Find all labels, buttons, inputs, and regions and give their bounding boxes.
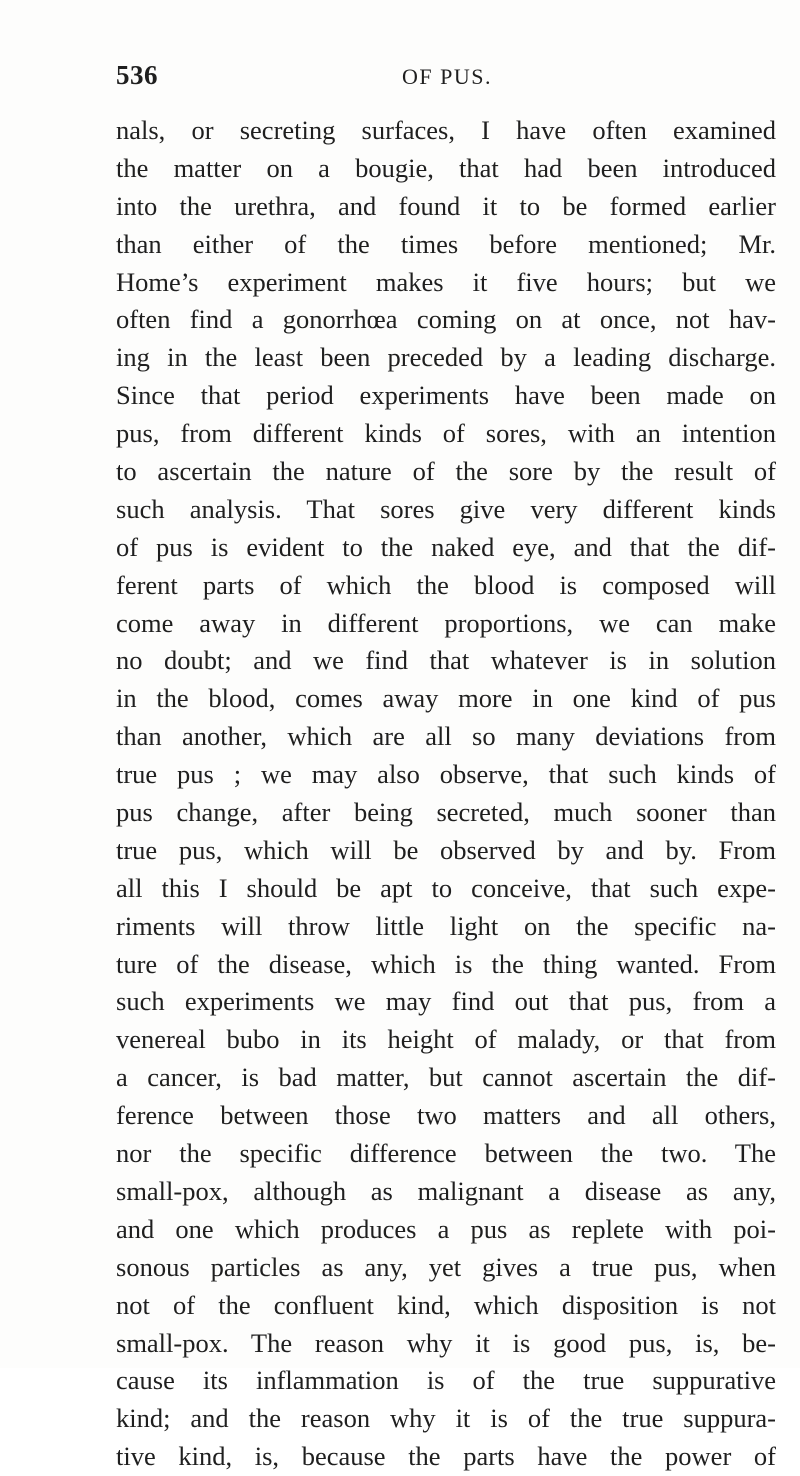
text-line: Since that period experiments have been made on [116,380,776,411]
text-line: tive kind, is, because the parts have the power of [116,1441,776,1472]
text-line: pus, from different kinds of sores, with an intention [116,418,776,449]
text-line: pus change, after being secreted, much sooner than [116,797,776,828]
text-line: small-pox, although as malignant a disease as any, [116,1175,776,1206]
running-head [116,60,766,100]
running-title: OF PUS. [402,64,492,89]
text-line: come away in different proportions, we can make [116,607,776,638]
text-line: nals, or secreting surfaces, I have often examined [116,115,776,145]
text-line: sonous particles as any, yet gives a true pus, when [116,1251,776,1282]
body-text [116,112,776,1476]
text-line: no doubt; and we find that whatever is in solution [116,645,776,676]
text-line: the matter on a bougie, that had been introduced [116,152,776,183]
text-line: ferent parts of which the blood is composed will [116,569,776,600]
text-line: nor the specific difference between the two. The [116,1138,776,1169]
text-line: such experiments we may find out that pus, from a [116,986,776,1017]
text-line: ference between those two matters and all others, [116,1100,776,1131]
text-line: true pus ; we may also observe, that such kinds of [116,759,776,790]
text-line: not of the confluent kind, which disposition is not [116,1289,776,1320]
text-line: Home’s experiment makes it five hours; but we [116,266,776,297]
text-line: than either of the times before mentioned; Mr. [116,228,776,259]
text-line: and one which produces a pus as replete with poi- [116,1213,776,1244]
text-line: venereal bubo in its height of malady, or that from [116,1024,776,1055]
text-line: in the blood, comes away more in one kind of pus [116,683,776,714]
text-line: a cancer, is bad matter, but cannot ascertain the dif- [116,1062,776,1093]
text-line: cause its inflammation is of the true suppurative [116,1365,776,1396]
text-line: than another, which are all so many deviations from [116,721,776,752]
text-line: such analysis. That sores give very different kinds [116,493,776,524]
text-line: often find a gonorrhœa coming on at once, not hav- [116,304,776,335]
text-line: ing in the least been preceded by a leading discharge. [116,342,776,373]
text-line: into the urethra, and found it to be formed earlier [116,190,776,221]
page-number: 536 [116,60,158,90]
text-line: of pus is evident to the naked eye, and that the dif- [116,531,776,562]
text-line: ture of the disease, which is the thing wanted. From [116,948,776,979]
text-line: true pus, which will be observed by and by. From [116,834,776,865]
text-line: kind; and the reason why it is of the true suppura- [116,1403,776,1434]
text-line: riments will throw little light on the specific na- [116,910,776,941]
text-line: all this I should be apt to conceive, that such expe- [116,872,776,903]
text-line: small-pox. The reason why it is good pus, is, be- [116,1327,776,1358]
text-line: to ascertain the nature of the sore by the result of [116,456,776,487]
